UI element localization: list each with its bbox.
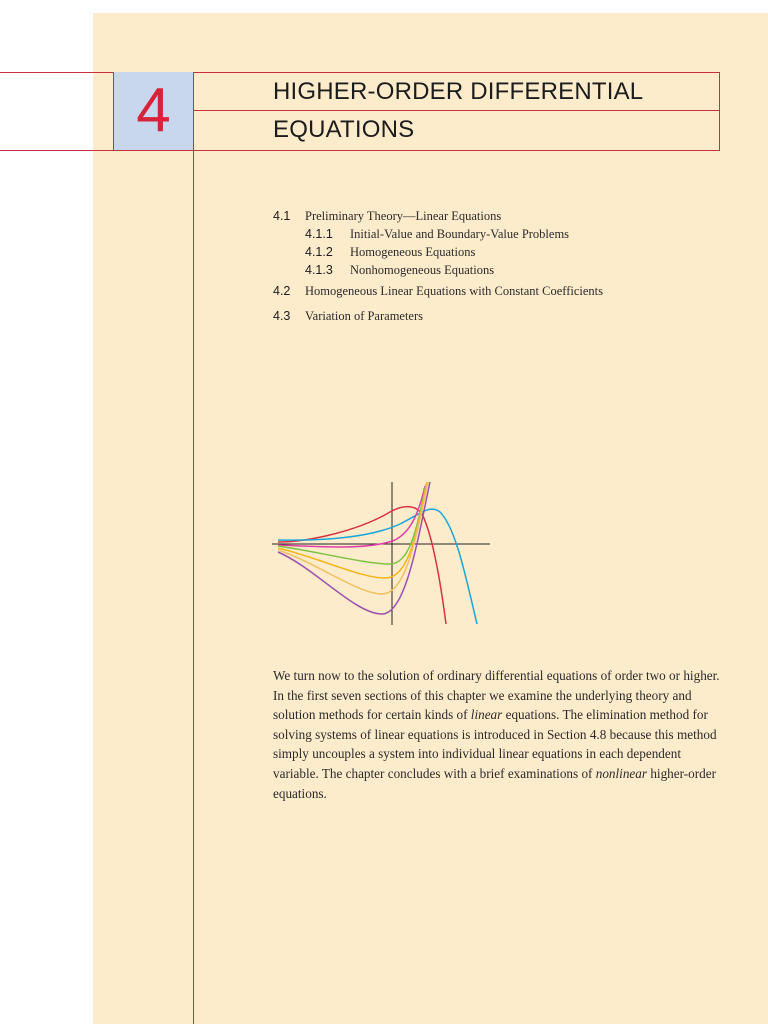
- toc-number: 4.1.1: [305, 227, 333, 241]
- curve-magenta: [278, 486, 425, 547]
- header-rule-middle: [193, 110, 720, 111]
- intro-text: higher-order equations.: [273, 765, 716, 801]
- curve-purple: [278, 482, 430, 614]
- curve-light-orange: [278, 482, 428, 594]
- toc-number: 4.3: [273, 309, 291, 323]
- curve-yellow: [278, 482, 427, 578]
- header-rule-bottom: [0, 150, 720, 151]
- toc-title: Homogeneous Equations: [350, 245, 476, 259]
- curve-blue: [278, 509, 477, 624]
- intro-text: We turn now to the solution of ordinary differential equations of order two or higher. In the first seven sections of this chapter we examine the underlying theory and solution methods for certain kinds of: [273, 668, 720, 723]
- toc-title: Homogeneous Linear Equations with Constant Coefficients: [305, 284, 603, 298]
- intro-text: equations. The elimination method for solving systems of linear equations is introduced in Section 4.8 because this method simply uncouples a system into individual linear equations in each dependent variable. The chapter concludes with a brief examinations of: [273, 707, 717, 781]
- header-rule-top: [0, 72, 720, 73]
- intro-emphasis-linear: linear: [470, 707, 503, 723]
- header-rule-right: [719, 72, 720, 151]
- toc-entry: [273, 307, 713, 325]
- toc-number: 4.1.3: [305, 263, 333, 277]
- chapter-title-line-2: EQUATIONS: [273, 116, 415, 143]
- toc-entry: [273, 261, 713, 279]
- toc-entry: [273, 207, 713, 225]
- toc-entry: [273, 225, 713, 243]
- solution-curves-figure: [270, 478, 495, 628]
- toc-title: Variation of Parameters: [305, 309, 424, 323]
- toc-title: Initial-Value and Boundary-Value Problems: [350, 227, 570, 241]
- toc-title: Preliminary Theory—Linear Equations: [305, 209, 502, 223]
- curve-green: [278, 484, 426, 564]
- chapter-number: 4: [136, 76, 171, 145]
- chapter-title-line-1: HIGHER-ORDER DIFFERENTIAL: [273, 78, 644, 105]
- margin-rule: [193, 72, 194, 1024]
- toc-number: 4.1: [273, 209, 291, 223]
- toc-title: Nonhomogeneous Equations: [350, 263, 495, 277]
- table-of-contents: [273, 207, 713, 325]
- intro-emphasis-nonlinear: nonlinear: [595, 765, 648, 781]
- chapter-number-box: [113, 72, 193, 150]
- toc-number: 4.1.2: [305, 245, 333, 259]
- toc-entry: [273, 243, 713, 261]
- toc-number: 4.2: [273, 284, 291, 298]
- toc-entry: [273, 282, 713, 300]
- introduction-paragraph: [273, 666, 723, 803]
